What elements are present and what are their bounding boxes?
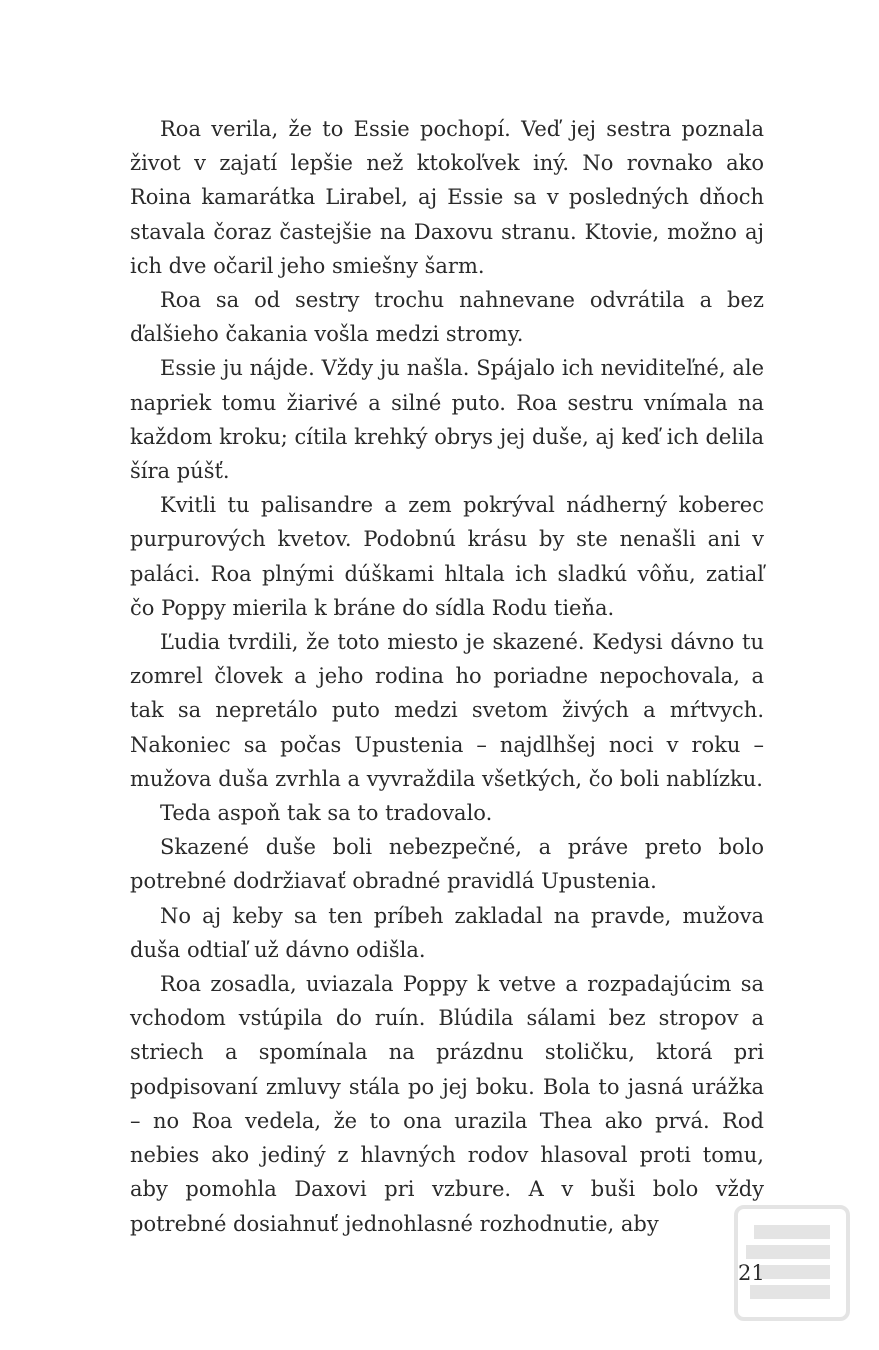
- paragraph-5: Ľudia tvrdili, že toto miesto je skazené. Kedysi dávno tu zomrel človek a jeho rodina ho poriadne nepochovala, a tak sa nepretálo puto medzi svetom živých a mŕtvych. Nakoniec sa počas Upustenia – najdlhšej noci v roku – mužova duša zvrhla a vyvraždila všetkých, čo boli nablízku.: [130, 630, 764, 791]
- paragraph-6: Teda aspoň tak sa to tradovalo.: [160, 801, 493, 826]
- paragraph-3: Essie ju nájde. Vždy ju našla. Spájalo ich neviditeľné, ale napriek tomu žiarivé a silné puto. Roa sestru vnímala na každom kroku; cítila krehký obrys jej duše, aj keď ich delila šíra púšť.: [130, 356, 764, 484]
- paragraph-8: No aj keby sa ten príbeh zakladal na pravde, mužova duša odtiaľ už dávno odišla.: [130, 903, 764, 962]
- paragraph-4: Kvitli tu palisandre a zem pokrýval nádherný koberec purpurových kvetov. Podobnú krásu by ste nenašli ani v paláci. Roa plnými dúškami hltala ich sladkú vôňu, zatiaľ čo Poppy mierila k bráne do sídla Rodu tieňa.: [130, 493, 764, 620]
- book-stack-icon: [732, 1203, 852, 1323]
- paragraph-1: Roa verila, že to Essie pochopí. Veď jej sestra poznala život v zajatí lepšie než ktokoľvek iný. No rovnako ako Roina kamarátka Lirabel, aj Essie sa v posledných dňoch stavala čoraz častejšie na Daxovu stranu. Ktovie, možno aj ich dve očaril jeho smiešny šarm.: [130, 117, 764, 278]
- paragraph-9: Roa zosadla, uviazala Poppy k vetve a rozpadajúcim sa vchodom vstúpila do ruín. Blúdila sálami bez stropov a striech a spomínala na prázdnu stoličku, ktorá pri podpisovaní zmluvy stála po jej boku. Bola to jasná urážka – no Roa vedela, že to ona urazila Thea ako prvá. Rod nebies ako jediný z hlavných rodov hlasoval proti tomu, aby pomohla Daxovi pri vzbure. A v buši bolo vždy potrebné dosiahnuť jednohlasné rozhodnutie, aby: [130, 972, 764, 1236]
- paragraph-2: Roa sa od sestry trochu nahnevane odvrátila a bez ďalšieho čakania vošla medzi stromy.: [130, 288, 764, 347]
- page-number: 21: [738, 1261, 765, 1285]
- paragraph-7: Skazené duše boli nebezpečné, a práve preto bolo potrebné dodržiavať obradné pravidlá Upustenia.: [130, 835, 764, 894]
- page-text-block: [130, 112, 764, 1241]
